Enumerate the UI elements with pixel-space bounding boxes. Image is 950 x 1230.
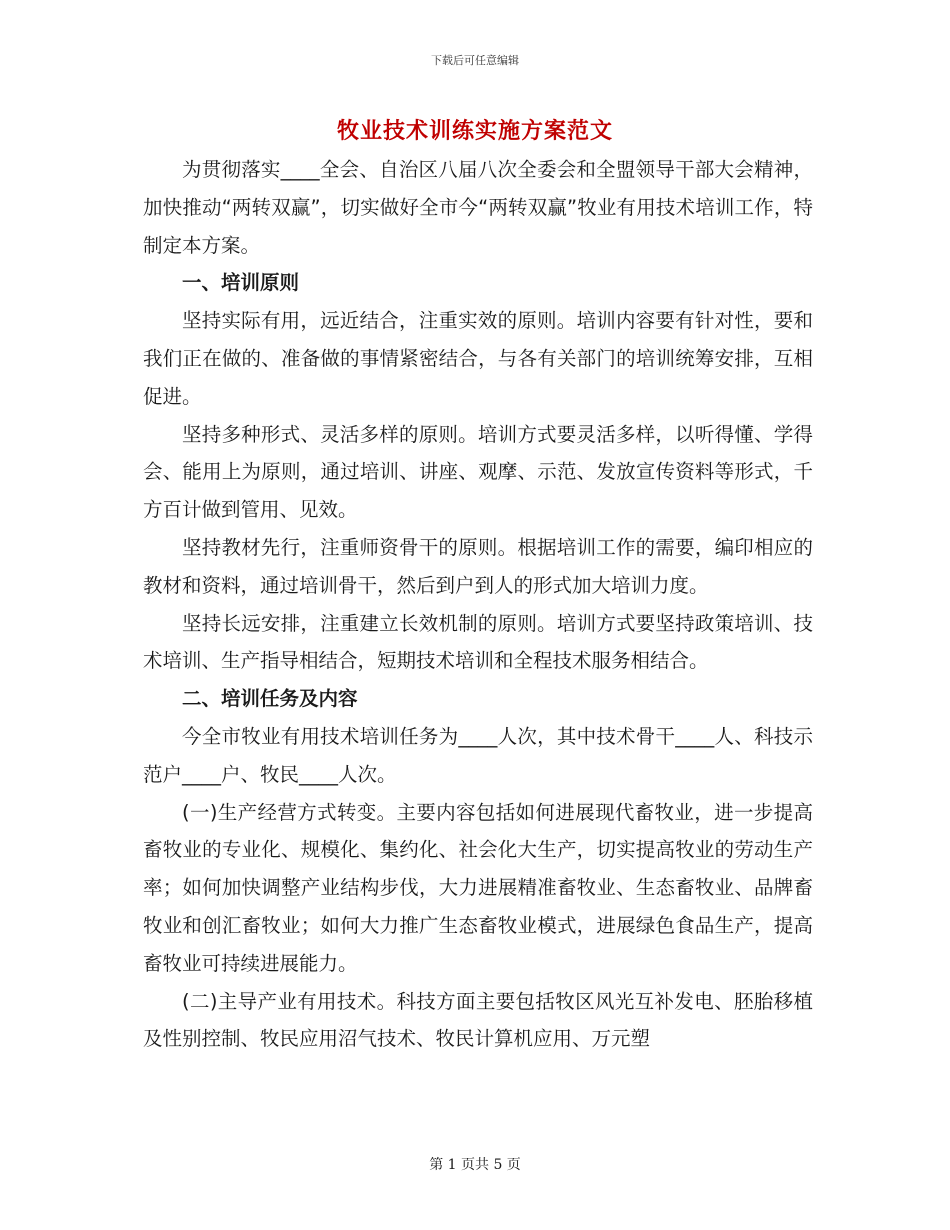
principle-paragraph-2: 坚持多种形式、灵活多样的原则。培训方式要灵活多样，以听得懂、学得会、能用上为原则，通过培训、讲座、观摩、示范、发放宣传资料等形式，千方百计做到管用、见效。 [143, 422, 813, 522]
tasks-paragraph-3: (二)主导产业有用技术。科技方面主要包括牧区风光互补发电、胚胎移植及性别控制、牧民应用沼气技术、牧民计算机应用、万元塑 [143, 989, 813, 1051]
section-heading-tasks: 二、培训任务及内容 [182, 687, 358, 711]
tasks-paragraph-1: 今全市牧业有用技术培训任务为____人次，其中技术骨干____人、科技示范户____户、牧民____人次。 [143, 724, 813, 786]
page-number: 第 1 页共 5 页 [429, 1157, 521, 1173]
intro-paragraph: 为贯彻落实____全会、自治区八届八次全委会和全盟领导干部大会精神，加快推动“两转双赢”，切实做好全市今“两转双赢”牧业有用技术培训工作，特制定本方案。 [143, 158, 813, 257]
principle-paragraph-1: 坚持实际有用，远近结合，注重实效的原则。培训内容要有针对性，要和我们正在做的、准备做的事情紧密结合，与各有关部门的培训统筹安排，互相促进。 [143, 309, 813, 408]
section-heading-principles: 一、培训原则 [182, 271, 300, 295]
tasks-paragraph-2: (一)生产经营方式转变。主要内容包括如何进展现代畜牧业，进一步提高畜牧业的专业化、规模化、集约化、社会化大生产，切实提高牧业的劳动生产率；如何加快调整产业结构步伐，大力进展精准畜牧业、生态畜牧业、品牌畜牧业和创汇畜牧业；如何大力推广生态畜牧业模式，进展绿色食品生产，提高畜牧业可持续进展能力。 [143, 800, 813, 975]
document-body [143, 151, 813, 1058]
header-note: 下载后可任意编辑 [431, 54, 519, 67]
principle-paragraph-3: 坚持教材先行，注重师资骨干的原则。根据培训工作的需要，编印相应的教材和资料，通过培训骨干，然后到户到人的形式加大培训力度。 [143, 535, 813, 597]
principle-paragraph-4: 坚持长远安排，注重建立长效机制的原则。培训方式要坚持政策培训、技术培训、生产指导相结合，短期技术培训和全程技术服务相结合。 [143, 611, 813, 673]
document-title: 牧业技术训练实施方案范文 [336, 119, 613, 144]
